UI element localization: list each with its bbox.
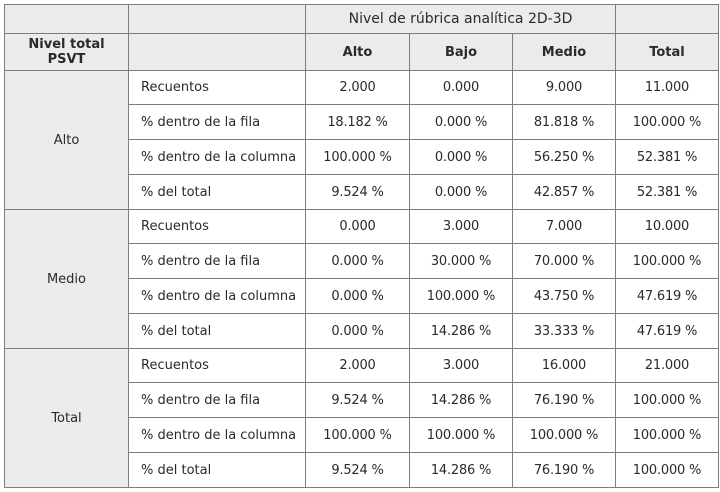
value-cell: 0.000 % bbox=[410, 140, 513, 175]
row-group-label: Total bbox=[5, 349, 129, 488]
value-cell: 81.818 % bbox=[513, 105, 616, 140]
column-header-medio: Medio bbox=[513, 34, 616, 71]
stat-label: Recuentos bbox=[129, 210, 306, 244]
header-blank-cell bbox=[129, 5, 306, 34]
row-variable-label: Nivel total PSVT bbox=[5, 34, 129, 71]
value-cell: 47.619 % bbox=[616, 279, 719, 314]
stat-label: Recuentos bbox=[129, 349, 306, 383]
value-cell: 52.381 % bbox=[616, 140, 719, 175]
value-cell: 0.000 % bbox=[410, 105, 513, 140]
value-cell: 0.000 % bbox=[306, 244, 410, 279]
value-cell: 3.000 bbox=[410, 210, 513, 244]
stat-label: % del total bbox=[129, 314, 306, 349]
value-cell: 11.000 bbox=[616, 71, 719, 105]
value-cell: 100.000 % bbox=[513, 418, 616, 453]
value-cell: 7.000 bbox=[513, 210, 616, 244]
value-cell: 100.000 % bbox=[616, 383, 719, 418]
value-cell: 18.182 % bbox=[306, 105, 410, 140]
value-cell: 14.286 % bbox=[410, 314, 513, 349]
value-cell: 3.000 bbox=[410, 349, 513, 383]
column-header-bajo: Bajo bbox=[410, 34, 513, 71]
stat-label: % del total bbox=[129, 453, 306, 488]
value-cell: 100.000 % bbox=[616, 244, 719, 279]
value-cell: 0.000 % bbox=[306, 279, 410, 314]
value-cell: 100.000 % bbox=[306, 418, 410, 453]
stat-label: % del total bbox=[129, 175, 306, 210]
value-cell: 10.000 bbox=[616, 210, 719, 244]
stat-label: % dentro de la columna bbox=[129, 418, 306, 453]
value-cell: 42.857 % bbox=[513, 175, 616, 210]
value-cell: 30.000 % bbox=[410, 244, 513, 279]
value-cell: 9.524 % bbox=[306, 453, 410, 488]
value-cell: 33.333 % bbox=[513, 314, 616, 349]
stat-label: % dentro de la fila bbox=[129, 105, 306, 140]
header-row-columns bbox=[5, 34, 719, 71]
value-cell: 100.000 % bbox=[410, 418, 513, 453]
value-cell: 56.250 % bbox=[513, 140, 616, 175]
row-group-label: Alto bbox=[5, 71, 129, 210]
column-header-alto: Alto bbox=[306, 34, 410, 71]
value-cell: 16.000 bbox=[513, 349, 616, 383]
value-cell: 76.190 % bbox=[513, 453, 616, 488]
value-cell: 100.000 % bbox=[616, 418, 719, 453]
value-cell: 100.000 % bbox=[616, 453, 719, 488]
stat-label: % dentro de la fila bbox=[129, 244, 306, 279]
value-cell: 0.000 % bbox=[306, 314, 410, 349]
stat-label: Recuentos bbox=[129, 71, 306, 105]
header-row-top bbox=[5, 5, 719, 34]
value-cell: 2.000 bbox=[306, 71, 410, 105]
crosstab-table bbox=[4, 4, 719, 488]
header-blank-total-cell bbox=[616, 5, 719, 34]
table-row bbox=[5, 210, 719, 244]
value-cell: 9.000 bbox=[513, 71, 616, 105]
stat-label: % dentro de la fila bbox=[129, 383, 306, 418]
crosstab-body bbox=[5, 5, 719, 488]
value-cell: 76.190 % bbox=[513, 383, 616, 418]
stat-label: % dentro de la columna bbox=[129, 279, 306, 314]
value-cell: 0.000 % bbox=[410, 175, 513, 210]
stat-label: % dentro de la columna bbox=[129, 140, 306, 175]
value-cell: 9.524 % bbox=[306, 383, 410, 418]
table-row bbox=[5, 71, 719, 105]
row-group-label: Medio bbox=[5, 210, 129, 349]
value-cell: 100.000 % bbox=[306, 140, 410, 175]
value-cell: 9.524 % bbox=[306, 175, 410, 210]
header-stat-blank-cell bbox=[129, 34, 306, 71]
value-cell: 52.381 % bbox=[616, 175, 719, 210]
column-header-total: Total bbox=[616, 34, 719, 71]
value-cell: 47.619 % bbox=[616, 314, 719, 349]
value-cell: 2.000 bbox=[306, 349, 410, 383]
column-group-title: Nivel de rúbrica analítica 2D-3D bbox=[306, 5, 616, 34]
value-cell: 43.750 % bbox=[513, 279, 616, 314]
value-cell: 21.000 bbox=[616, 349, 719, 383]
table-row bbox=[5, 349, 719, 383]
header-corner-cell bbox=[5, 5, 129, 34]
value-cell: 100.000 % bbox=[616, 105, 719, 140]
value-cell: 14.286 % bbox=[410, 453, 513, 488]
value-cell: 70.000 % bbox=[513, 244, 616, 279]
value-cell: 100.000 % bbox=[410, 279, 513, 314]
value-cell: 14.286 % bbox=[410, 383, 513, 418]
value-cell: 0.000 bbox=[306, 210, 410, 244]
value-cell: 0.000 bbox=[410, 71, 513, 105]
